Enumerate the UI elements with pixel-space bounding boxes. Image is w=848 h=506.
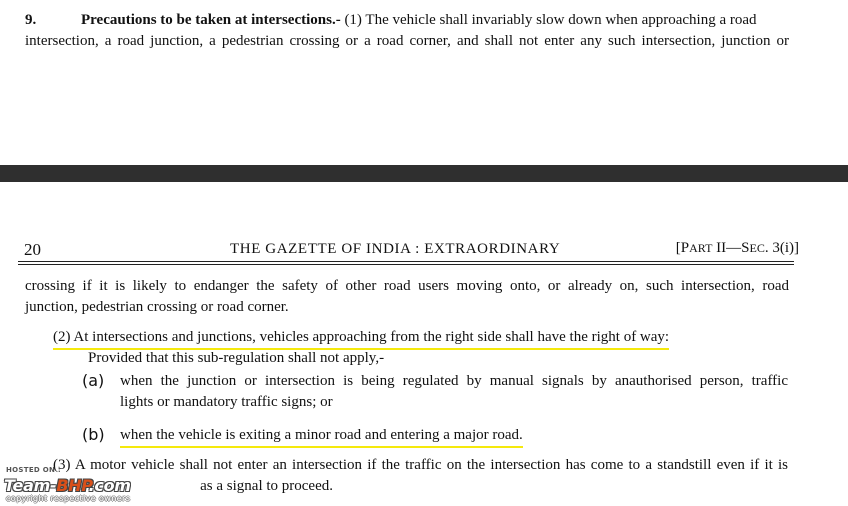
part-suffix: . 3(i)] bbox=[764, 240, 799, 256]
part-mid: II—S bbox=[712, 240, 750, 256]
part-small-2: EC bbox=[749, 241, 765, 255]
logo-com: .com bbox=[88, 476, 131, 495]
section-number: 9. bbox=[25, 12, 37, 28]
paragraph-3-line-2: as a signal to proceed. bbox=[200, 478, 333, 494]
section-text-line-2: intersection, a road junction, a pedestrian crossing or a road corner, and shall not enter any such intersection, junction or bbox=[25, 33, 789, 49]
proviso-text: Provided that this sub-regulation shall not apply,- bbox=[88, 350, 385, 366]
header-rule-bottom bbox=[18, 264, 794, 265]
section-title: Precautions to be taken at intersections.- bbox=[81, 12, 341, 28]
watermark-hosted-label: HOSTED ON : bbox=[6, 466, 62, 474]
paragraph-3-line-1: (3) A motor vehicle shall not enter an intersection if the traffic on the intersection has come to a standstill even if it is bbox=[53, 457, 788, 473]
item-b-text bbox=[120, 426, 523, 444]
page-separator bbox=[0, 165, 848, 182]
gazette-part bbox=[676, 240, 799, 257]
highlighted-text-b: when the vehicle is exiting a minor road and entering a major road. bbox=[120, 427, 523, 448]
item-a-marker: (a) bbox=[82, 371, 105, 390]
pdf-page-top bbox=[0, 0, 848, 165]
item-a-line-2: lights or mandatory traffic signs; or bbox=[120, 394, 333, 410]
part-small-1: ART bbox=[689, 241, 713, 255]
paragraph-1-line-1: crossing if it is likely to endanger the safety of other road users moving onto, or already on, such intersection, road bbox=[25, 278, 789, 294]
paragraph-1-line-2: junction, pedestrian crossing or road corner. bbox=[25, 299, 289, 315]
header-rule-top bbox=[18, 261, 794, 262]
part-prefix: [P bbox=[675, 240, 690, 256]
gazette-title: THE GAZETTE OF INDIA : EXTRAORDINARY bbox=[230, 241, 561, 257]
pdf-page-bottom bbox=[0, 182, 848, 506]
watermark bbox=[4, 464, 204, 506]
section-heading-line bbox=[25, 11, 789, 29]
watermark-copyright: copyright respective owners bbox=[6, 494, 131, 503]
watermark-logo bbox=[4, 476, 131, 495]
highlighted-text: (2) At intersections and junctions, vehicles approaching from the right side shall have the right of way: bbox=[53, 329, 669, 350]
section-text: (1) The vehicle shall invariably slow down when approaching a road bbox=[340, 12, 757, 28]
page-number: 20 bbox=[24, 240, 41, 259]
item-b-marker: (b) bbox=[82, 425, 105, 444]
logo-team: Team- bbox=[4, 476, 57, 495]
paragraph-2 bbox=[53, 328, 669, 346]
item-a-line-1: when the junction or intersection is being regulated by manual signals by anauthorised person, traffic bbox=[120, 373, 788, 389]
logo-bhp: BHP bbox=[56, 476, 89, 495]
